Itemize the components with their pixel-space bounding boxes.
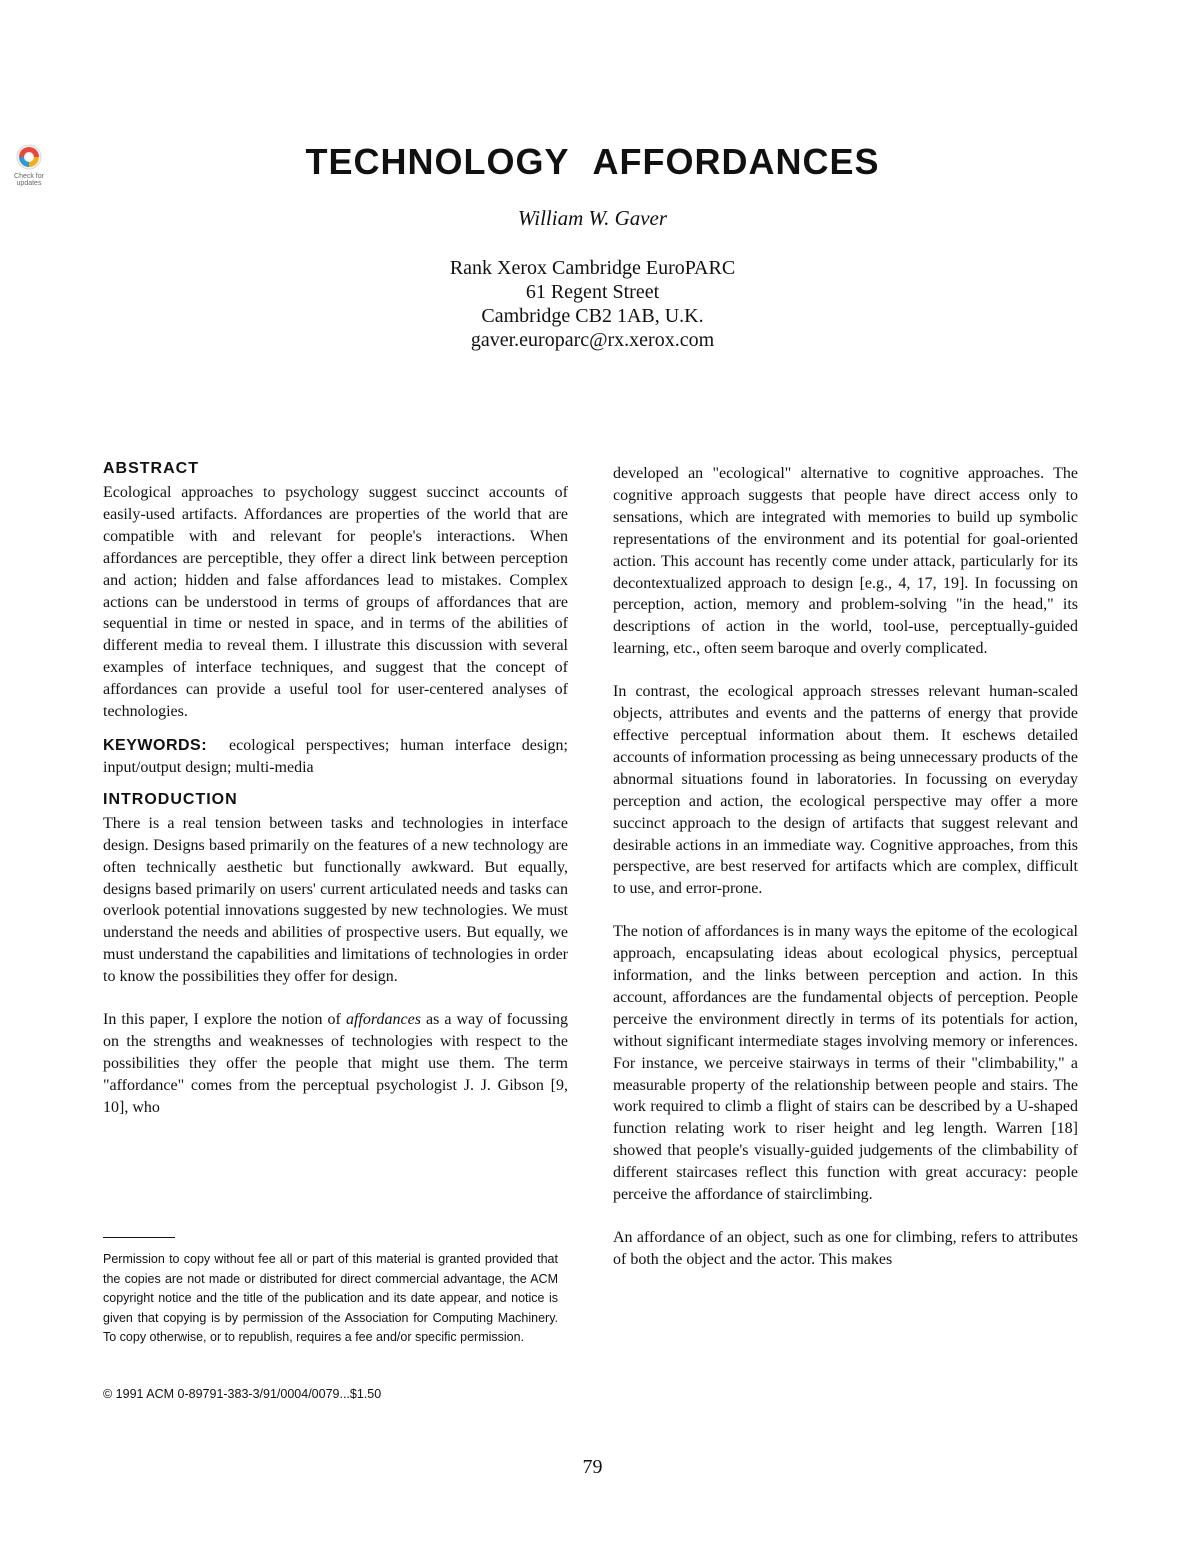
affiliation-block [0,256,1185,352]
permission-footnote: Permission to copy without fee all or part of this material is granted provided that the copies are not made or distributed for direct commercial advantage, the ACM copyright notice and the title of the publication and its date appear, and notice is given that copying is by permission of the Association for Computing Machinery. To copy otherwise, or to republish, requires a fee and/or specific permission. [103,1252,558,1344]
body-paragraph-3: The notion of affordances is in many ways the epitome of the ecological approach, encapsulating ideas about ecological physics, perceptual information, and the links between perception and action. In this account, affordances are the fundamental objects of perception. People perceive the environment directly in terms of its potentials for action, without significant intermediate stages involving memory or inferences. For instance, we perceive stairways in terms of their "climbability," a measurable property of the relationship between people and stairs. The work required to climb a flight of stairs can be described by a U-shaped function relating work to riser height and leg length. Warren [18] showed that people's visually-guided judgements of the climbability of different staircases reflect this function with great accuracy: people perceive the affordance of stairclimbing. [613,923,1078,1204]
page-number: 79 [582,1456,603,1478]
affiliation-street: 61 Regent Street [525,281,660,303]
abstract-heading: ABSTRACT [103,460,199,477]
author-name: William W. Gaver [517,206,668,230]
introduction-paragraph-1: There is a real tension between tasks and technologies in interface design. Designs based primarily on the features of a new technology are often technically aesthetic but functionally awkward. But equally, designs based primarily on users' current articulated needs and tasks can overlook potential innovations suggested by new technologies. We must understand the needs and abilities of prospective users. But equally, we must understand the capabilities and limitations of technologies in order to know the possibilities they offer for design. [103,814,568,986]
affordances-emphasis: affordances [345,1011,421,1029]
keywords-label: KEYWORDS: [103,736,208,754]
introduction-paragraph-2: In this paper, I explore the notion of affordances as a way of focussing on the strengths and weaknesses of technologies with respect to the possibilities they offer the people that might use them. The term "affordance" comes from the perceptual psychologist J. J. Gibson [9, 10], who [103,1011,569,1116]
footnote-rule [103,1237,175,1238]
body-paragraph-2: In contrast, the ecological approach stresses relevant human-scaled objects, attributes and events and the patterns of energy that provide effective perceptual information about them. It eschews detailed accounts of information processing as being unnecessary products of the abnormal situations found in laboratories. In focussing on everyday perception and action, the ecological perspective may offer a more succinct approach to the design of artifacts that suggest relevant and desirable actions in an immediate way. Cognitive approaches, from this perspective, are best reserved for artifacts which are complex, difficult to use, and error-prone. [613,683,1078,898]
right-column [613,463,1078,1271]
copyright-line: © 1991 ACM 0-89791-383-3/91/0004/0079...$1.50 [103,1387,382,1401]
affiliation-city: Cambridge CB2 1AB, U.K. [481,305,704,327]
introduction-heading: INTRODUCTION [103,790,238,808]
left-column [103,460,568,1119]
paper-title: TECHNOLOGY AFFORDANCES [305,141,880,182]
body-paragraph-4: An affordance of an object, such as one for climbing, refers to attributes of both the object and the actor. This makes [613,1229,1078,1268]
affiliation-email[interactable]: gaver.europarc@rx.xerox.com [470,329,715,351]
body-paragraph-1: developed an "ecological" alternative to cognitive approaches. The cognitive approach suggests that people have direct access only to sensations, which are integrated with memories to build up symbolic representations of the environment and its potential for goal-oriented action. This account has recently come under attack, particularly for its decontextualized approach to design [e.g., 4, 17, 19]. In focussing on perception, action, memory and problem-solving "in the head," its descriptions of action in the world, tool-use, perceptually-guided learning, etc., often seem baroque and overly complicated. [613,465,1078,658]
affiliation-institution: Rank Xerox Cambridge EuroPARC [449,257,736,279]
keywords-paragraph [103,735,568,779]
keywords-text: ecological perspectives; human interface design; input/output design; multi-media [103,736,568,776]
abstract-text: Ecological approaches to psychology suggest succinct accounts of easily-used artifacts. Affordances are properties of the world that are compatible with and relevant for people's interactions. When affordances are perceptible, they offer a direct link between perception and action; hidden and false affordances lead to mistakes. Complex actions can be understood in terms of groups of affordances that are sequential in time or nested in space, and in terms of the abilities of different media to reveal them. I illustrate this discussion with several examples of interface techniques, and suggest that the concept of affordances can provide a useful tool for user-centered analyses of technologies. [103,484,568,721]
badge-label: Check for updates [14,173,44,187]
